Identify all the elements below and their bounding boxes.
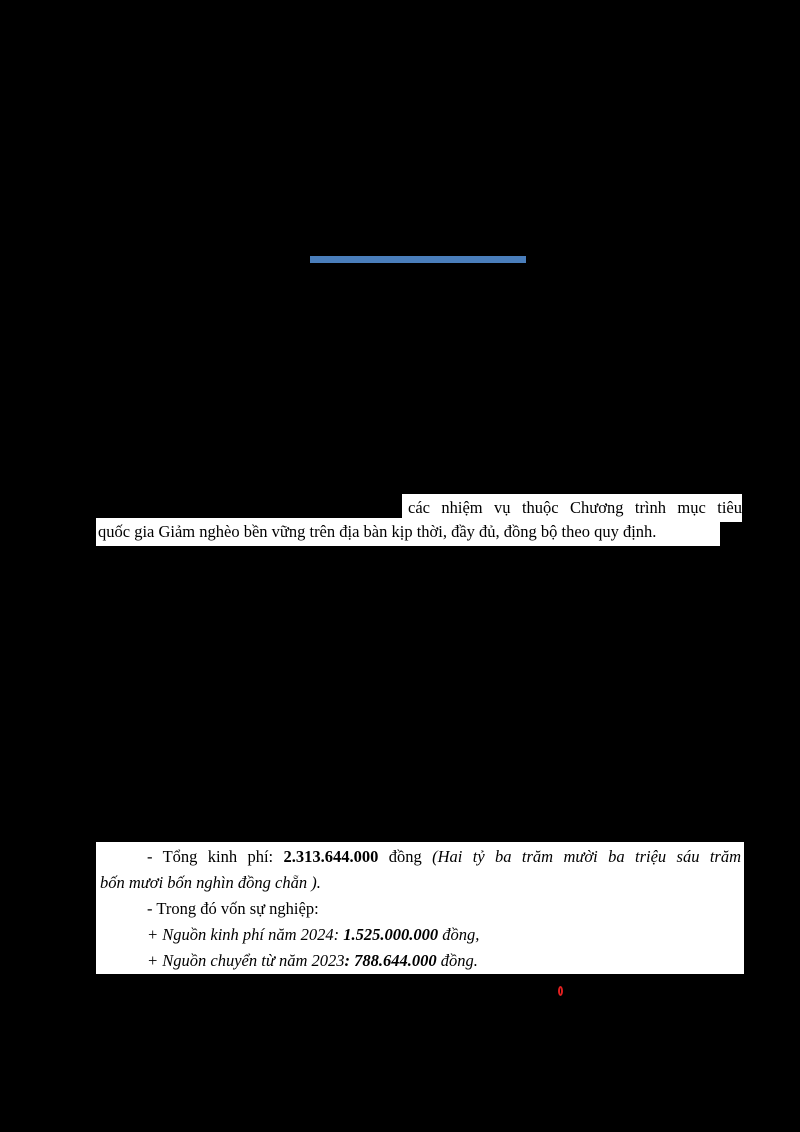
- funding-total-line: [147, 846, 741, 868]
- funding-item-2023-amount: : 788.644.000: [344, 951, 437, 970]
- funding-total-unit: đồng: [378, 847, 433, 866]
- text-line-1: các nhiệm vụ thuộc Chương trình mục tiêu: [408, 498, 742, 517]
- funding-item-2024-amount: 1.525.000.000: [343, 925, 439, 944]
- funding-item-2024-prefix: + Nguồn kinh phí năm 2024:: [147, 925, 344, 944]
- red-mark-icon: [558, 986, 563, 996]
- funding-total-words: (Hai tỷ ba trăm mười ba triệu sáu trăm: [432, 847, 741, 866]
- funding-item-2024: [147, 924, 479, 946]
- text-block-line: [96, 518, 720, 546]
- funding-total-words-2: bốn mươi bốn nghìn đồng chẵn ).: [100, 873, 321, 892]
- funding-total-words-cont: [100, 872, 321, 894]
- header-divider: [310, 256, 526, 263]
- funding-item-2024-unit: đồng,: [438, 925, 480, 944]
- funding-breakdown-label: - Trong đó vốn sự nghiệp:: [147, 899, 319, 918]
- funding-item-2023: [147, 950, 478, 972]
- funding-total-amount: 2.313.644.000: [283, 847, 379, 866]
- funding-total-prefix: - Tổng kinh phí:: [147, 847, 284, 866]
- funding-item-2023-unit: đồng.: [436, 951, 478, 970]
- text-line-2: quốc gia Giảm nghèo bền vững trên địa bàn kịp thời, đầy đủ, đồng bộ theo quy định.: [98, 522, 657, 541]
- funding-item-2023-prefix: + Nguồn chuyển từ năm 2023: [147, 951, 345, 970]
- funding-section: [96, 842, 744, 974]
